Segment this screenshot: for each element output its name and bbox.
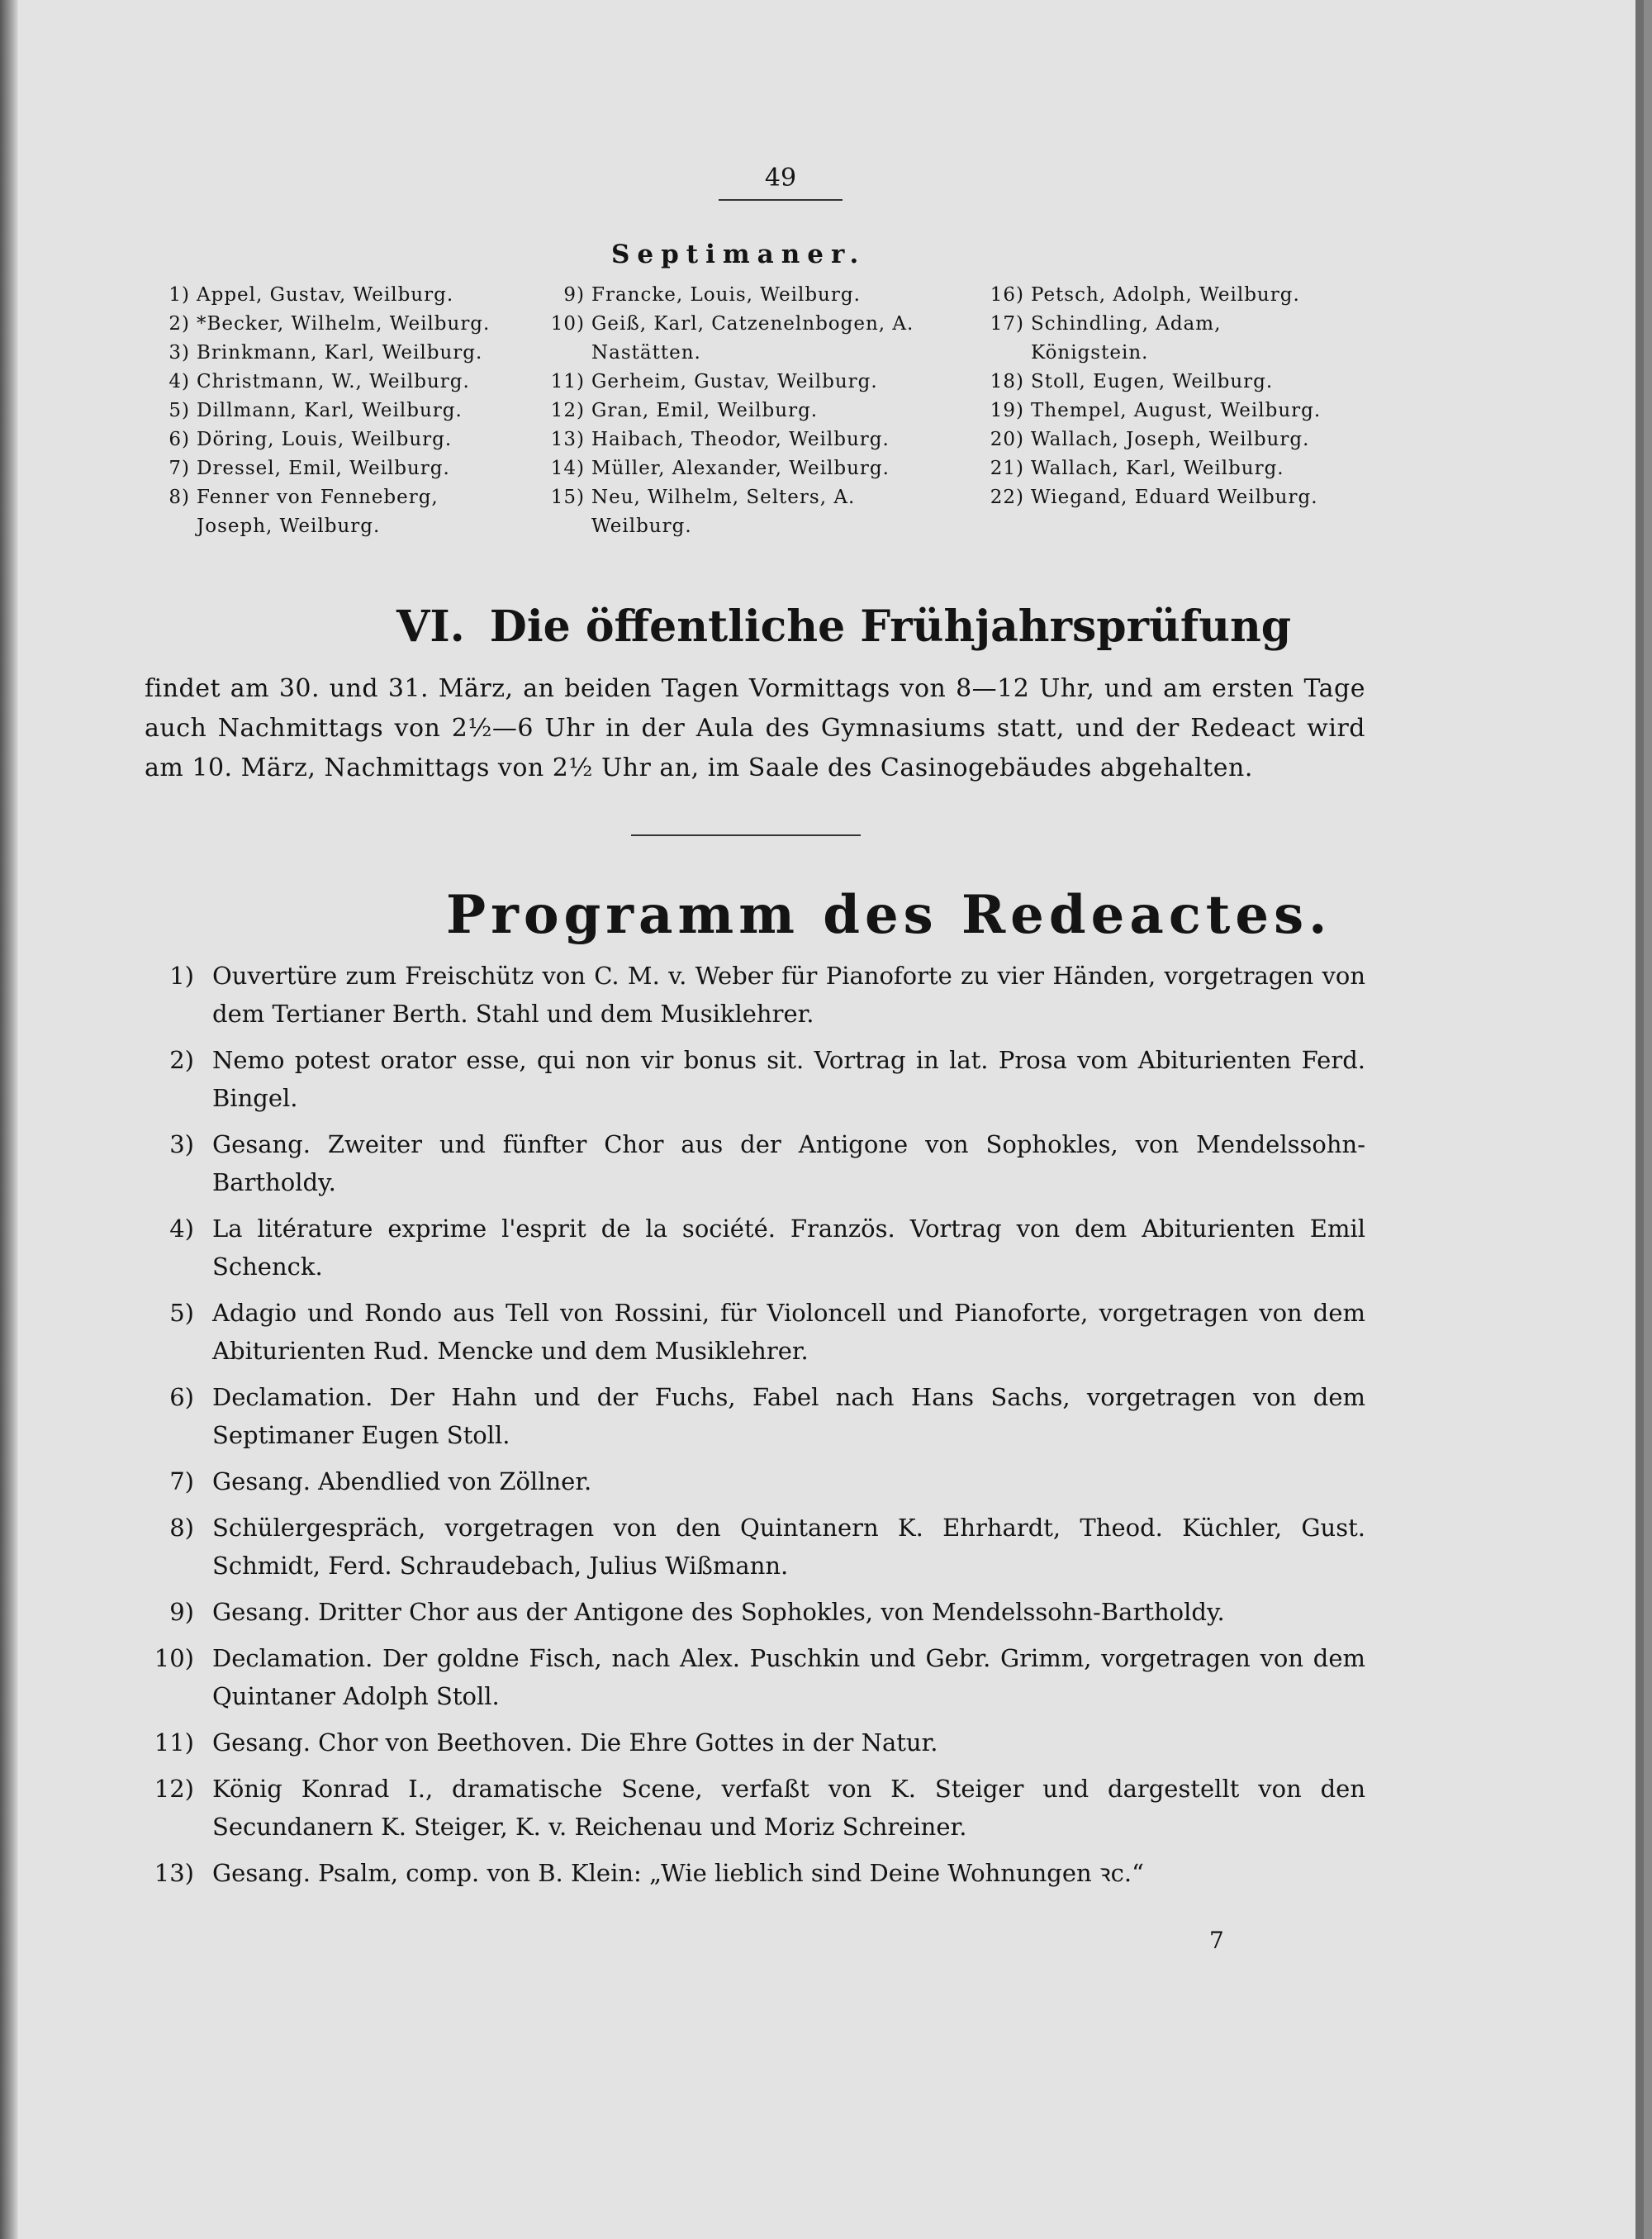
student-number: 11) xyxy=(550,371,585,392)
page-binding-edge xyxy=(0,0,18,2239)
program-item xyxy=(145,957,1365,1033)
student-entry xyxy=(985,368,1365,397)
program-item-number: 6) xyxy=(169,1383,194,1411)
student-number: 21) xyxy=(990,458,1024,479)
program-item-number: 10) xyxy=(154,1644,194,1672)
student-name: Gran, Emil, Weilburg. xyxy=(591,400,819,421)
student-entry xyxy=(985,425,1365,454)
student-number: 20) xyxy=(990,429,1024,450)
program-item-number: 7) xyxy=(169,1467,194,1495)
section-heading xyxy=(396,601,1291,652)
program-item-text: La litérature exprime l'esprit de la société. Französ. Vortrag von dem Abiturienten Emil Schenck. xyxy=(212,1215,1365,1281)
student-name: Gerheim, Gustav, Weilburg. xyxy=(591,371,878,392)
program-heading: Programm des Redeactes. xyxy=(446,884,1332,946)
student-name: Wallach, Karl, Weilburg. xyxy=(1031,458,1284,479)
program-item-number: 11) xyxy=(154,1728,194,1756)
student-number: 8) xyxy=(169,487,190,508)
septimaner-column-1 xyxy=(150,281,514,541)
program-list xyxy=(145,957,1365,1900)
program-item-text: König Konrad I., dramatische Scene, verfaßt von K. Steiger und dargestellt von den Secundanern K. Steiger, K. v. Reichenau und Moriz Schreiner. xyxy=(212,1775,1365,1841)
student-name: Brinkmann, Karl, Weilburg. xyxy=(197,342,483,364)
student-name: *Becker, Wilhelm, Weilburg. xyxy=(197,313,491,335)
student-name: Fenner von Fenneberg, Joseph, Weilburg. xyxy=(197,487,439,537)
program-item xyxy=(145,1593,1365,1631)
student-number: 2) xyxy=(169,313,190,335)
program-item-text: Declamation. Der goldne Fisch, nach Alex. Puschkin und Gebr. Grimm, vorgetragen von dem Quintaner Adolph Stoll. xyxy=(212,1644,1365,1710)
student-number: 7) xyxy=(169,458,190,479)
signature-mark: 7 xyxy=(1209,1927,1224,1954)
section-title: Die öffentliche Frühjahrsprüfung xyxy=(489,601,1292,652)
program-item xyxy=(145,1639,1365,1715)
program-item-text: Gesang. Zweiter und fünfter Chor aus der Antigone von Sophokles, von Mendelssohn-Bartholdy. xyxy=(212,1130,1365,1196)
student-name: Haibach, Theodor, Weilburg. xyxy=(591,429,890,450)
student-name: Döring, Louis, Weilburg. xyxy=(197,429,453,450)
student-name: Wiegand, Eduard Weilburg. xyxy=(1031,487,1318,508)
program-item-text: Ouvertüre zum Freischütz von C. M. v. Weber für Pianoforte zu vier Händen, vorgetragen von dem Tertianer Berth. Stahl und dem Musiklehrer. xyxy=(212,962,1365,1028)
program-item-number: 5) xyxy=(169,1299,194,1327)
student-number: 16) xyxy=(990,284,1024,306)
septimaner-column-3 xyxy=(985,281,1365,512)
student-entry xyxy=(985,310,1365,368)
program-item-text: Gesang. Dritter Chor aus der Antigone des Sophokles, von Mendelssohn-Bartholdy. xyxy=(212,1598,1225,1626)
student-name: Stoll, Eugen, Weilburg. xyxy=(1031,371,1274,392)
student-entry xyxy=(150,310,514,339)
student-name: Christmann, W., Weilburg. xyxy=(197,371,470,392)
program-item-number: 13) xyxy=(154,1859,194,1887)
student-number: 4) xyxy=(169,371,190,392)
student-number: 6) xyxy=(169,429,190,450)
student-number: 14) xyxy=(550,458,585,479)
student-number: 15) xyxy=(550,487,585,508)
program-item-number: 3) xyxy=(169,1130,194,1158)
program-item-text: Gesang. Chor von Beethoven. Die Ehre Gottes in der Natur. xyxy=(212,1728,938,1756)
student-entry xyxy=(150,454,514,483)
student-entry xyxy=(985,483,1365,512)
program-item xyxy=(145,1770,1365,1846)
student-number: 19) xyxy=(990,400,1024,421)
program-item-number: 1) xyxy=(169,962,194,990)
student-number: 13) xyxy=(550,429,585,450)
program-item xyxy=(145,1210,1365,1286)
student-name: Dressel, Emil, Weilburg. xyxy=(197,458,450,479)
student-number: 1) xyxy=(169,284,190,306)
student-entry xyxy=(150,425,514,454)
student-entry xyxy=(150,339,514,368)
program-item xyxy=(145,1462,1365,1500)
student-number: 12) xyxy=(550,400,585,421)
program-item xyxy=(145,1041,1365,1117)
student-entry xyxy=(985,397,1365,425)
student-number: 17) xyxy=(990,313,1024,335)
program-item xyxy=(145,1125,1365,1201)
student-name: Thempel, August, Weilburg. xyxy=(1031,400,1322,421)
page-number: 49 xyxy=(719,164,843,201)
program-item xyxy=(145,1509,1365,1585)
student-name: Dillmann, Karl, Weilburg. xyxy=(197,400,463,421)
student-number: 9) xyxy=(563,284,585,306)
section-divider xyxy=(631,834,861,836)
program-item-number: 8) xyxy=(169,1514,194,1542)
program-item-text: Schülergespräch, vorgetragen von den Quintanern K. Ehrhardt, Theod. Küchler, Gust. Schmidt, Ferd. Schraudebach, Julius Wißmann. xyxy=(212,1514,1365,1580)
exam-paragraph: findet am 30. und 31. März, an beiden Tagen Vormittags von 8—12 Uhr, und am ersten Tage auch Nachmittags von 2½—6 Uhr in der Aula des Gymnasiums statt, und der Redeact wird am 10. März, Nachmittags von 2½ Uhr an, im Saale des Casinogebäudes abgehalten. xyxy=(145,674,1365,782)
program-item xyxy=(145,1294,1365,1370)
student-name: Schindling, Adam, Königstein. xyxy=(1031,313,1222,364)
student-name: Müller, Alexander, Weilburg. xyxy=(591,458,890,479)
septimaner-title: Septimaner. xyxy=(611,240,866,269)
student-number: 10) xyxy=(550,313,585,335)
program-item xyxy=(145,1723,1365,1761)
program-item xyxy=(145,1378,1365,1454)
student-entry xyxy=(150,281,514,310)
page-right-edge xyxy=(1635,0,1644,2239)
student-entry xyxy=(985,454,1365,483)
student-name: Neu, Wilhelm, Selters, A. Weilburg. xyxy=(591,487,856,537)
program-item-number: 4) xyxy=(169,1215,194,1243)
program-item-text: Nemo potest orator esse, qui non vir bonus sit. Vortrag in lat. Prosa vom Abiturienten Ferd. Bingel. xyxy=(212,1046,1365,1112)
student-name: Petsch, Adolph, Weilburg. xyxy=(1031,284,1300,306)
student-number: 22) xyxy=(990,487,1024,508)
program-item-text: Declamation. Der Hahn und der Fuchs, Fabel nach Hans Sachs, vorgetragen von dem Septimaner Eugen Stoll. xyxy=(212,1383,1365,1449)
student-entry xyxy=(985,281,1365,310)
student-name: Appel, Gustav, Weilburg. xyxy=(197,284,454,306)
student-entry xyxy=(150,368,514,397)
section-roman-numeral: VI. xyxy=(396,601,465,652)
student-number: 18) xyxy=(990,371,1024,392)
program-item-text: Adagio und Rondo aus Tell von Rossini, für Violoncell und Pianoforte, vorgetragen von dem Abiturienten Rud. Mencke und dem Musiklehrer. xyxy=(212,1299,1365,1365)
program-item-text: Gesang. Psalm, comp. von B. Klein: „Wie lieblich sind Deine Wohnungen ꝛc.“ xyxy=(212,1859,1144,1887)
student-name: Wallach, Joseph, Weilburg. xyxy=(1031,429,1310,450)
student-name: Francke, Louis, Weilburg. xyxy=(591,284,861,306)
program-item-number: 9) xyxy=(169,1598,194,1626)
student-number: 3) xyxy=(169,342,190,364)
student-entry xyxy=(150,397,514,425)
program-item-number: 2) xyxy=(169,1046,194,1074)
student-number: 5) xyxy=(169,400,190,421)
student-entry xyxy=(150,483,514,541)
program-item-number: 12) xyxy=(154,1775,194,1803)
student-name: Geiß, Karl, Catzenelnbogen, A. Nastätten. xyxy=(591,313,914,364)
program-item-text: Gesang. Abendlied von Zöllner. xyxy=(212,1467,592,1495)
program-item xyxy=(145,1854,1365,1892)
